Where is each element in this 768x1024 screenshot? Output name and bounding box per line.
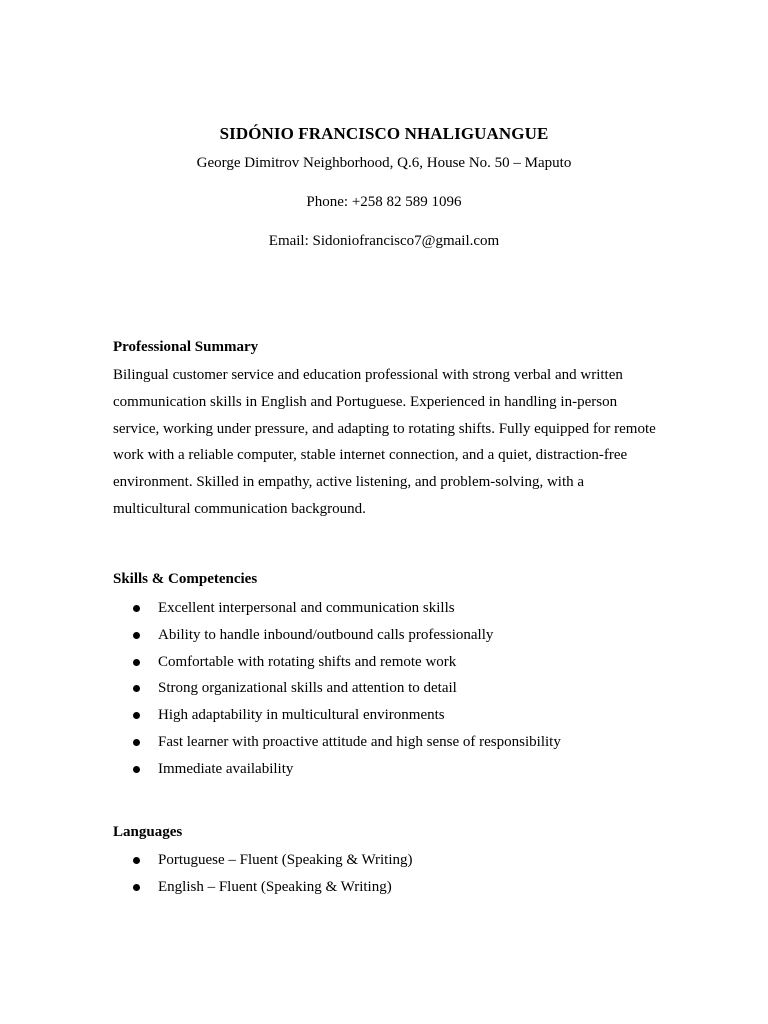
skill-text: Comfortable with rotating shifts and remote work <box>158 653 457 670</box>
skills-list <box>113 595 561 783</box>
list-item <box>113 874 413 901</box>
list-item <box>113 729 561 756</box>
bullet-icon <box>133 766 140 773</box>
list-item <box>113 675 561 702</box>
list-item <box>113 595 561 622</box>
candidate-phone: Phone: +258 82 589 1096 <box>306 194 462 210</box>
skill-text: Strong organizational skills and attention to detail <box>158 680 457 697</box>
candidate-email: Email: Sidoniofrancisco7@gmail.com <box>268 233 500 249</box>
summary-heading: Professional Summary <box>113 339 259 355</box>
skills-heading: Skills & Competencies <box>113 571 258 587</box>
bullet-icon <box>133 857 140 864</box>
languages-list <box>113 847 413 901</box>
list-item <box>113 649 561 676</box>
list-item <box>113 622 561 649</box>
summary-text: Bilingual customer service and education professional with strong verbal and written communication skills in English and Portuguese. Experienced in handling in-person service, working under pressure, and adapting to rotating shifts. Fully equipped for remote work with a reliable computer, stable internet connection, and a quiet, distraction-free environment. Skilled in empathy, active listening, and problem-solving, with a multicultural communication background. <box>113 367 656 517</box>
language-text: English – Fluent (Speaking & Writing) <box>158 878 392 895</box>
bullet-icon <box>133 685 140 692</box>
language-text: Portuguese – Fluent (Speaking & Writing) <box>158 852 413 868</box>
skill-text: Immediate availability <box>158 760 294 777</box>
bullet-icon <box>133 632 140 639</box>
bullet-icon <box>133 659 140 666</box>
skill-text: Excellent interpersonal and communication skills <box>158 600 455 616</box>
list-item <box>113 847 413 874</box>
bullet-icon <box>133 712 140 719</box>
bullet-icon <box>133 884 140 891</box>
languages-heading: Languages <box>113 824 183 840</box>
skill-text: Fast learner with proactive attitude and high sense of responsibility <box>158 733 561 750</box>
list-item <box>113 756 561 783</box>
bullet-icon <box>133 739 140 746</box>
bullet-icon <box>133 605 140 612</box>
candidate-address: George Dimitrov Neighborhood, Q.6, House No. 50 – Maputo <box>196 155 572 171</box>
skill-text: Ability to handle inbound/outbound calls professionally <box>158 626 494 643</box>
candidate-name: SIDÓNIO FRANCISCO NHALIGUANGUE <box>219 124 549 143</box>
list-item <box>113 702 561 729</box>
skill-text: High adaptability in multicultural environments <box>158 707 445 724</box>
